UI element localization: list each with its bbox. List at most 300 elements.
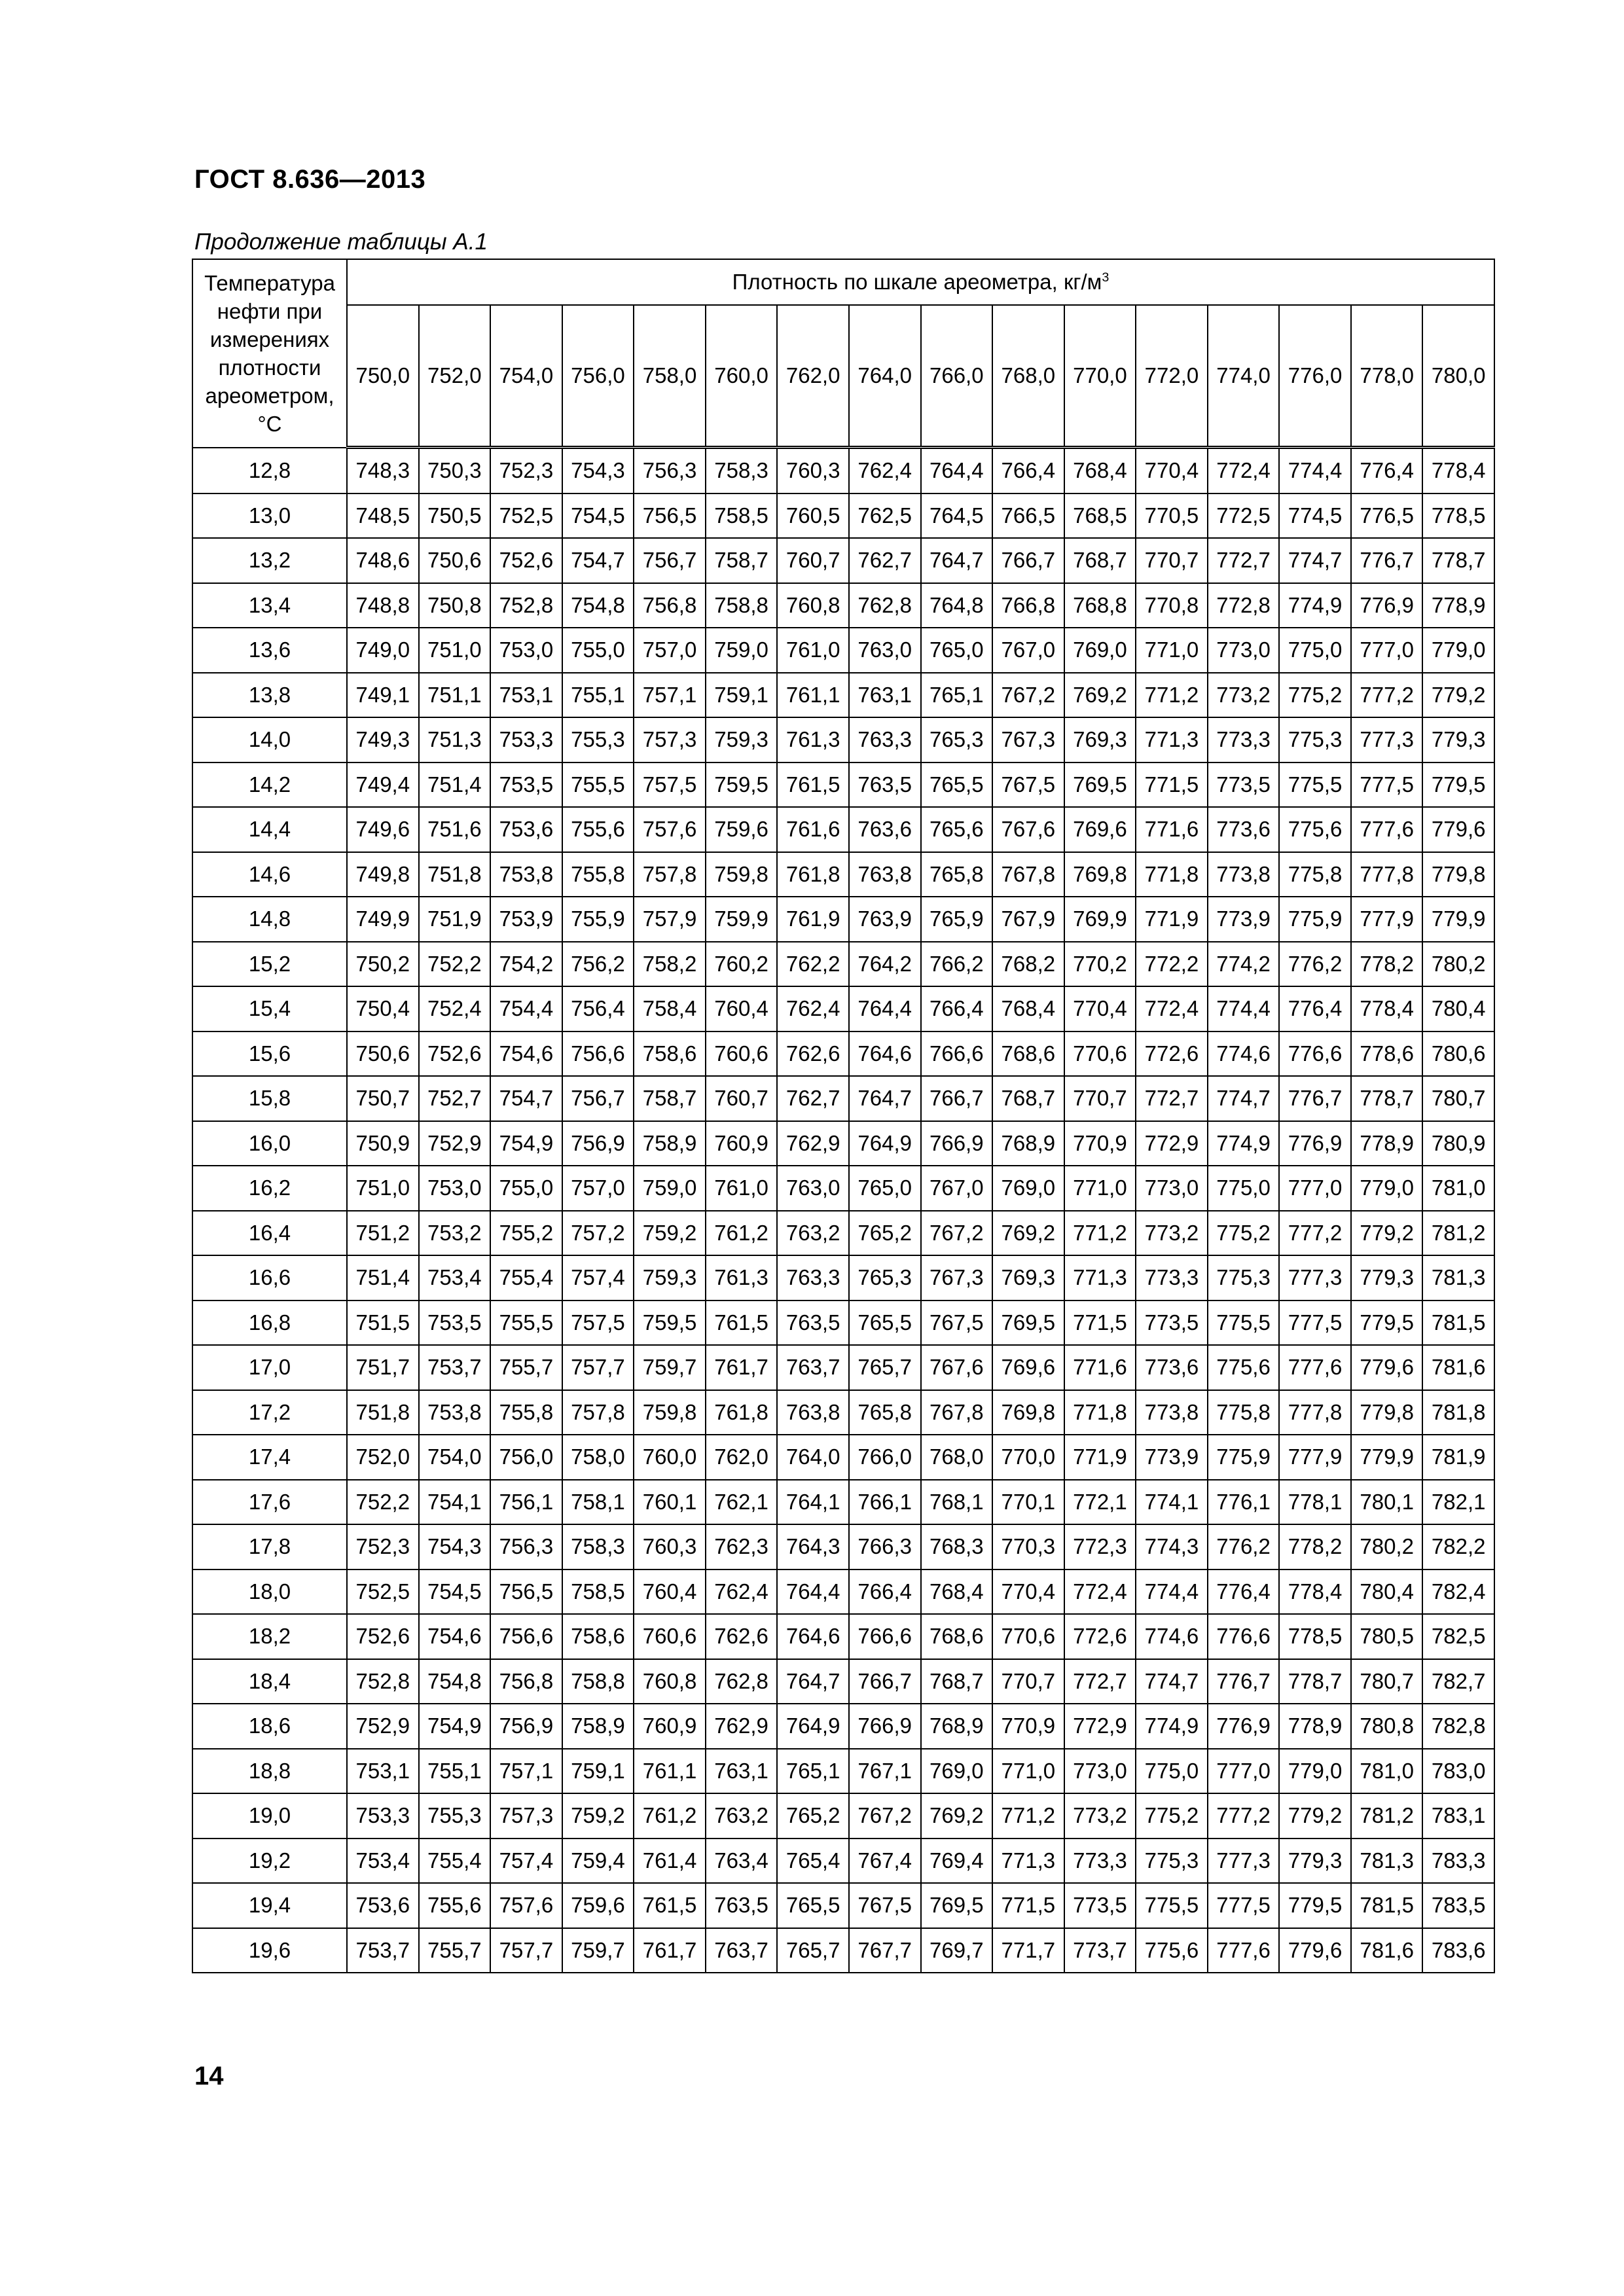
- density-cell: 775,3: [1208, 1255, 1280, 1300]
- density-cell: 755,4: [419, 1839, 491, 1884]
- density-cell: 777,0: [1351, 628, 1423, 673]
- density-cell: 771,7: [992, 1928, 1064, 1973]
- density-cell: 770,6: [1064, 1031, 1136, 1077]
- density-cell: 770,5: [1136, 493, 1208, 539]
- density-cell: 752,5: [347, 1570, 419, 1615]
- table-caption: Продолжение таблицы А.1: [194, 229, 488, 255]
- table-row: [192, 1031, 1494, 1077]
- table-row: [192, 1076, 1494, 1121]
- density-cell: 771,5: [1064, 1300, 1136, 1346]
- density-cell: 771,3: [1136, 717, 1208, 762]
- nominal-density-header: 754,0: [490, 305, 562, 448]
- table-row: [192, 1390, 1494, 1435]
- density-cell: 757,6: [634, 807, 706, 852]
- density-cell: 766,3: [849, 1524, 921, 1570]
- density-cell: 751,4: [347, 1255, 419, 1300]
- density-cell: 755,2: [490, 1211, 562, 1256]
- density-cell: 770,4: [992, 1570, 1064, 1615]
- page-number: 14: [194, 2062, 224, 2090]
- density-cell: 753,4: [419, 1255, 491, 1300]
- density-cell: 755,8: [490, 1390, 562, 1435]
- density-cell: 767,5: [992, 762, 1064, 808]
- density-cell: 761,5: [634, 1883, 706, 1928]
- density-cell: 778,9: [1351, 1121, 1423, 1166]
- density-cell: 764,5: [921, 493, 993, 539]
- density-cell: 749,8: [347, 852, 419, 897]
- density-cell: 755,8: [562, 852, 634, 897]
- density-cell: 750,3: [419, 448, 491, 493]
- density-cell: 753,7: [419, 1345, 491, 1390]
- density-cell: 774,3: [1136, 1524, 1208, 1570]
- density-cell: 765,3: [849, 1255, 921, 1300]
- density-cell: 768,7: [1064, 538, 1136, 583]
- density-cell: 781,2: [1351, 1793, 1423, 1839]
- table-body: [192, 448, 1494, 1973]
- density-cell: 781,9: [1422, 1435, 1494, 1480]
- density-cell: 755,3: [562, 717, 634, 762]
- density-cell: 777,6: [1279, 1345, 1351, 1390]
- density-cell: 780,1: [1351, 1480, 1423, 1525]
- density-cell: 775,0: [1279, 628, 1351, 673]
- density-cell: 766,4: [921, 986, 993, 1031]
- table-row: [192, 1928, 1494, 1973]
- density-cell: 772,4: [1208, 448, 1280, 493]
- density-cell: 763,1: [849, 673, 921, 718]
- table-container: [192, 259, 1501, 1973]
- density-cell: 766,5: [992, 493, 1064, 539]
- density-cell: 769,9: [1064, 897, 1136, 942]
- table-row: [192, 1121, 1494, 1166]
- density-cell: 760,6: [706, 1031, 778, 1077]
- density-cell: 771,0: [1064, 1166, 1136, 1211]
- temperature-header: Температура нефти при измерениях плотности ареометром, °С: [192, 259, 347, 448]
- table-row: [192, 673, 1494, 718]
- density-cell: 779,6: [1279, 1928, 1351, 1973]
- density-cell: 763,8: [777, 1390, 849, 1435]
- nominal-density-header: 770,0: [1064, 305, 1136, 448]
- table-row: [192, 897, 1494, 942]
- temperature-cell: 14,6: [192, 852, 347, 897]
- density-cell: 770,3: [992, 1524, 1064, 1570]
- density-cell: 753,5: [419, 1300, 491, 1346]
- density-cell: 754,4: [490, 986, 562, 1031]
- density-cell: 753,0: [490, 628, 562, 673]
- density-cell: 761,3: [777, 717, 849, 762]
- density-cell: 756,5: [634, 493, 706, 539]
- density-cell: 768,4: [1064, 448, 1136, 493]
- density-cell: 772,6: [1064, 1614, 1136, 1659]
- density-cell: 768,9: [992, 1121, 1064, 1166]
- density-cell: 773,5: [1208, 762, 1280, 808]
- density-cell: 757,8: [562, 1390, 634, 1435]
- density-cell: 765,2: [777, 1793, 849, 1839]
- density-cell: 775,6: [1208, 1345, 1280, 1390]
- density-cell: 780,5: [1351, 1614, 1423, 1659]
- density-cell: 777,5: [1279, 1300, 1351, 1346]
- density-cell: 752,6: [419, 1031, 491, 1077]
- density-cell: 777,9: [1351, 897, 1423, 942]
- density-cell: 773,2: [1064, 1793, 1136, 1839]
- density-cell: 776,9: [1208, 1704, 1280, 1749]
- density-cell: 763,7: [777, 1345, 849, 1390]
- density-cell: 759,4: [562, 1839, 634, 1884]
- density-cell: 776,6: [1208, 1614, 1280, 1659]
- density-cell: 758,8: [562, 1659, 634, 1704]
- density-cell: 752,0: [347, 1435, 419, 1480]
- density-cell: 767,2: [849, 1793, 921, 1839]
- density-cell: 754,3: [562, 448, 634, 493]
- density-cell: 773,6: [1208, 807, 1280, 852]
- density-cell: 761,1: [777, 673, 849, 718]
- density-cell: 752,2: [419, 942, 491, 987]
- header-row-nominal: [192, 305, 1494, 448]
- density-cell: 777,8: [1279, 1390, 1351, 1435]
- density-cell: 762,4: [777, 986, 849, 1031]
- document-header: ГОСТ 8.636—2013: [194, 165, 426, 194]
- table-row: [192, 1480, 1494, 1525]
- density-cell: 763,5: [777, 1300, 849, 1346]
- density-cell: 759,8: [634, 1390, 706, 1435]
- density-cell: 756,4: [562, 986, 634, 1031]
- temperature-cell: 17,6: [192, 1480, 347, 1525]
- density-cell: 779,3: [1351, 1255, 1423, 1300]
- density-cell: 759,7: [562, 1928, 634, 1973]
- density-cell: 748,5: [347, 493, 419, 539]
- temperature-cell: 14,8: [192, 897, 347, 942]
- density-cell: 773,6: [1136, 1345, 1208, 1390]
- table-row: [192, 717, 1494, 762]
- density-cell: 767,0: [921, 1166, 993, 1211]
- density-cell: 776,7: [1208, 1659, 1280, 1704]
- density-cell: 759,9: [706, 897, 778, 942]
- density-cell: 758,3: [706, 448, 778, 493]
- density-cell: 761,1: [634, 1749, 706, 1794]
- density-cell: 757,8: [634, 852, 706, 897]
- density-cell: 773,3: [1064, 1839, 1136, 1884]
- density-cell: 752,7: [419, 1076, 491, 1121]
- density-cell: 769,6: [992, 1345, 1064, 1390]
- density-cell: 754,5: [419, 1570, 491, 1615]
- density-cell: 751,5: [347, 1300, 419, 1346]
- density-cell: 756,8: [490, 1659, 562, 1704]
- temperature-cell: 17,4: [192, 1435, 347, 1480]
- density-cell: 773,2: [1208, 673, 1280, 718]
- density-cell: 775,8: [1208, 1390, 1280, 1435]
- density-cell: 753,8: [490, 852, 562, 897]
- temperature-cell: 13,8: [192, 673, 347, 718]
- density-cell: 774,9: [1136, 1704, 1208, 1749]
- density-cell: 776,9: [1351, 583, 1423, 628]
- density-cell: 765,7: [777, 1928, 849, 1973]
- density-cell: 768,0: [921, 1435, 993, 1480]
- temperature-cell: 13,4: [192, 583, 347, 628]
- density-cell: 778,4: [1351, 986, 1423, 1031]
- density-cell: 781,8: [1422, 1390, 1494, 1435]
- density-cell: 775,3: [1136, 1839, 1208, 1884]
- density-cell: 757,3: [634, 717, 706, 762]
- density-cell: 758,0: [562, 1435, 634, 1480]
- density-cell: 762,2: [777, 942, 849, 987]
- density-cell: 767,6: [921, 1345, 993, 1390]
- table-row: [192, 1793, 1494, 1839]
- density-cell: 758,5: [562, 1570, 634, 1615]
- density-cell: 749,4: [347, 762, 419, 808]
- density-cell: 777,6: [1351, 807, 1423, 852]
- density-cell: 764,4: [921, 448, 993, 493]
- density-cell: 769,5: [992, 1300, 1064, 1346]
- nominal-density-header: 776,0: [1279, 305, 1351, 448]
- density-cell: 779,0: [1422, 628, 1494, 673]
- density-cell: 760,9: [706, 1121, 778, 1166]
- density-cell: 764,9: [777, 1704, 849, 1749]
- table-row: [192, 1659, 1494, 1704]
- density-cell: 778,7: [1422, 538, 1494, 583]
- density-cell: 754,6: [419, 1614, 491, 1659]
- density-cell: 772,4: [1064, 1570, 1136, 1615]
- density-cell: 773,3: [1136, 1255, 1208, 1300]
- density-cell: 752,8: [347, 1659, 419, 1704]
- density-cell: 766,0: [849, 1435, 921, 1480]
- density-cell: 767,1: [849, 1749, 921, 1794]
- density-cell: 779,9: [1422, 897, 1494, 942]
- density-cell: 772,4: [1136, 986, 1208, 1031]
- density-cell: 780,7: [1422, 1076, 1494, 1121]
- density-cell: 770,9: [992, 1704, 1064, 1749]
- density-cell: 771,3: [1064, 1255, 1136, 1300]
- density-cell: 756,3: [490, 1524, 562, 1570]
- density-cell: 764,4: [849, 986, 921, 1031]
- density-cell: 769,2: [1064, 673, 1136, 718]
- density-cell: 766,7: [921, 1076, 993, 1121]
- density-cell: 767,3: [992, 717, 1064, 762]
- density-cell: 768,9: [921, 1704, 993, 1749]
- density-cell: 749,3: [347, 717, 419, 762]
- density-cell: 750,2: [347, 942, 419, 987]
- density-cell: 759,8: [706, 852, 778, 897]
- density-cell: 750,7: [347, 1076, 419, 1121]
- density-cell: 750,9: [347, 1121, 419, 1166]
- density-cell: 777,5: [1208, 1883, 1280, 1928]
- density-cell: 771,2: [1136, 673, 1208, 718]
- header-row-top: [192, 259, 1494, 305]
- density-cell: 779,5: [1279, 1883, 1351, 1928]
- density-cell: 753,1: [347, 1749, 419, 1794]
- nominal-density-header: 766,0: [921, 305, 993, 448]
- density-cell: 769,0: [921, 1749, 993, 1794]
- density-cell: 771,6: [1136, 807, 1208, 852]
- density-cell: 781,6: [1422, 1345, 1494, 1390]
- density-cell: 760,4: [706, 986, 778, 1031]
- density-cell: 773,2: [1136, 1211, 1208, 1256]
- density-cell: 762,3: [706, 1524, 778, 1570]
- table-row: [192, 1255, 1494, 1300]
- density-cell: 761,0: [706, 1166, 778, 1211]
- density-cell: 769,3: [1064, 717, 1136, 762]
- density-cell: 759,5: [634, 1300, 706, 1346]
- density-cell: 760,0: [634, 1435, 706, 1480]
- density-cell: 759,1: [706, 673, 778, 718]
- density-cell: 760,7: [777, 538, 849, 583]
- density-cell: 769,5: [1064, 762, 1136, 808]
- table-row: [192, 852, 1494, 897]
- density-cell: 753,3: [347, 1793, 419, 1839]
- density-cell: 757,9: [634, 897, 706, 942]
- density-cell: 757,7: [562, 1345, 634, 1390]
- density-cell: 752,6: [490, 538, 562, 583]
- density-cell: 783,6: [1422, 1928, 1494, 1973]
- table-row: [192, 493, 1494, 539]
- density-cell: 754,0: [419, 1435, 491, 1480]
- density-cell: 771,3: [992, 1839, 1064, 1884]
- density-cell: 782,1: [1422, 1480, 1494, 1525]
- density-cell: 762,8: [849, 583, 921, 628]
- density-cell: 770,7: [1064, 1076, 1136, 1121]
- density-table: [192, 259, 1495, 1973]
- density-cell: 758,9: [634, 1121, 706, 1166]
- temperature-cell: 15,8: [192, 1076, 347, 1121]
- density-cell: 748,8: [347, 583, 419, 628]
- density-cell: 777,3: [1279, 1255, 1351, 1300]
- density-cell: 776,2: [1208, 1524, 1280, 1570]
- density-cell: 756,9: [490, 1704, 562, 1749]
- density-cell: 765,9: [921, 897, 993, 942]
- temperature-cell: 14,2: [192, 762, 347, 808]
- density-cell: 752,6: [347, 1614, 419, 1659]
- density-cell: 771,6: [1064, 1345, 1136, 1390]
- density-cell: 776,7: [1279, 1076, 1351, 1121]
- temperature-cell: 15,4: [192, 986, 347, 1031]
- density-cell: 767,8: [992, 852, 1064, 897]
- density-cell: 768,7: [921, 1659, 993, 1704]
- density-cell: 776,1: [1208, 1480, 1280, 1525]
- density-cell: 760,9: [634, 1704, 706, 1749]
- density-cell: 775,5: [1208, 1300, 1280, 1346]
- density-cell: 766,9: [849, 1704, 921, 1749]
- density-cell: 758,6: [562, 1614, 634, 1659]
- density-cell: 770,1: [992, 1480, 1064, 1525]
- density-cell: 768,7: [992, 1076, 1064, 1121]
- density-cell: 751,4: [419, 762, 491, 808]
- density-cell: 777,3: [1351, 717, 1423, 762]
- density-cell: 760,4: [634, 1570, 706, 1615]
- density-cell: 772,3: [1064, 1524, 1136, 1570]
- density-cell: 772,8: [1208, 583, 1280, 628]
- density-cell: 765,5: [921, 762, 993, 808]
- density-cell: 780,8: [1351, 1704, 1423, 1749]
- density-cell: 763,2: [777, 1211, 849, 1256]
- density-cell: 780,9: [1422, 1121, 1494, 1166]
- density-cell: 779,0: [1351, 1166, 1423, 1211]
- density-cell: 779,6: [1422, 807, 1494, 852]
- density-cell: 763,0: [849, 628, 921, 673]
- density-cell: 763,9: [849, 897, 921, 942]
- density-cell: 781,6: [1351, 1928, 1423, 1973]
- density-cell: 748,3: [347, 448, 419, 493]
- density-cell: 772,1: [1064, 1480, 1136, 1525]
- density-cell: 775,5: [1136, 1883, 1208, 1928]
- density-cell: 754,5: [562, 493, 634, 539]
- density-cell: 753,5: [490, 762, 562, 808]
- density-cell: 758,4: [634, 986, 706, 1031]
- density-cell: 767,8: [921, 1390, 993, 1435]
- density-cell: 759,1: [562, 1749, 634, 1794]
- density-cell: 775,9: [1208, 1435, 1280, 1480]
- temperature-cell: 18,8: [192, 1749, 347, 1794]
- density-cell: 766,9: [921, 1121, 993, 1166]
- density-cell: 756,3: [634, 448, 706, 493]
- density-cell: 774,4: [1279, 448, 1351, 493]
- density-cell: 777,2: [1208, 1793, 1280, 1839]
- density-cell: 778,5: [1279, 1614, 1351, 1659]
- density-cell: 760,7: [706, 1076, 778, 1121]
- density-cell: 765,8: [849, 1390, 921, 1435]
- density-cell: 776,2: [1279, 942, 1351, 987]
- density-cell: 765,7: [849, 1345, 921, 1390]
- nominal-density-header: 762,0: [777, 305, 849, 448]
- density-cell: 757,7: [490, 1928, 562, 1973]
- table-row: [192, 1300, 1494, 1346]
- density-cell: 764,3: [777, 1524, 849, 1570]
- density-cell: 751,0: [419, 628, 491, 673]
- density-cell: 758,6: [634, 1031, 706, 1077]
- density-cell: 763,2: [706, 1793, 778, 1839]
- density-cell: 760,1: [634, 1480, 706, 1525]
- density-cell: 772,5: [1208, 493, 1280, 539]
- density-cell: 754,8: [419, 1659, 491, 1704]
- density-cell: 755,3: [419, 1793, 491, 1839]
- density-cell: 762,6: [706, 1614, 778, 1659]
- density-cell: 755,9: [562, 897, 634, 942]
- density-cell: 762,8: [706, 1659, 778, 1704]
- density-cell: 754,7: [490, 1076, 562, 1121]
- density-cell: 775,2: [1136, 1793, 1208, 1839]
- temperature-cell: 13,0: [192, 493, 347, 539]
- density-cell: 779,2: [1351, 1211, 1423, 1256]
- density-cell: 776,4: [1208, 1570, 1280, 1615]
- density-cell: 751,8: [419, 852, 491, 897]
- table-row: [192, 1166, 1494, 1211]
- temperature-cell: 19,6: [192, 1928, 347, 1973]
- density-cell: 782,2: [1422, 1524, 1494, 1570]
- density-cell: 765,8: [921, 852, 993, 897]
- density-cell: 765,5: [777, 1883, 849, 1928]
- nominal-density-header: 768,0: [992, 305, 1064, 448]
- density-cell: 753,3: [490, 717, 562, 762]
- density-cell: 754,1: [419, 1480, 491, 1525]
- density-cell: 758,8: [706, 583, 778, 628]
- density-cell: 758,1: [562, 1480, 634, 1525]
- density-cell: 762,0: [706, 1435, 778, 1480]
- density-cell: 779,6: [1351, 1345, 1423, 1390]
- density-cell: 763,6: [849, 807, 921, 852]
- density-cell: 765,2: [849, 1211, 921, 1256]
- density-cell: 758,5: [706, 493, 778, 539]
- density-cell: 755,5: [490, 1300, 562, 1346]
- density-cell: 757,5: [634, 762, 706, 808]
- density-cell: 761,5: [706, 1300, 778, 1346]
- density-cell: 773,5: [1064, 1883, 1136, 1928]
- density-cell: 771,9: [1064, 1435, 1136, 1480]
- temperature-cell: 16,4: [192, 1211, 347, 1256]
- density-cell: 761,7: [706, 1345, 778, 1390]
- density-cell: 770,8: [1136, 583, 1208, 628]
- density-cell: 781,3: [1422, 1255, 1494, 1300]
- density-cell: 783,0: [1422, 1749, 1494, 1794]
- density-cell: 778,4: [1279, 1570, 1351, 1615]
- temperature-cell: 13,6: [192, 628, 347, 673]
- density-cell: 757,2: [562, 1211, 634, 1256]
- nominal-density-header: 764,0: [849, 305, 921, 448]
